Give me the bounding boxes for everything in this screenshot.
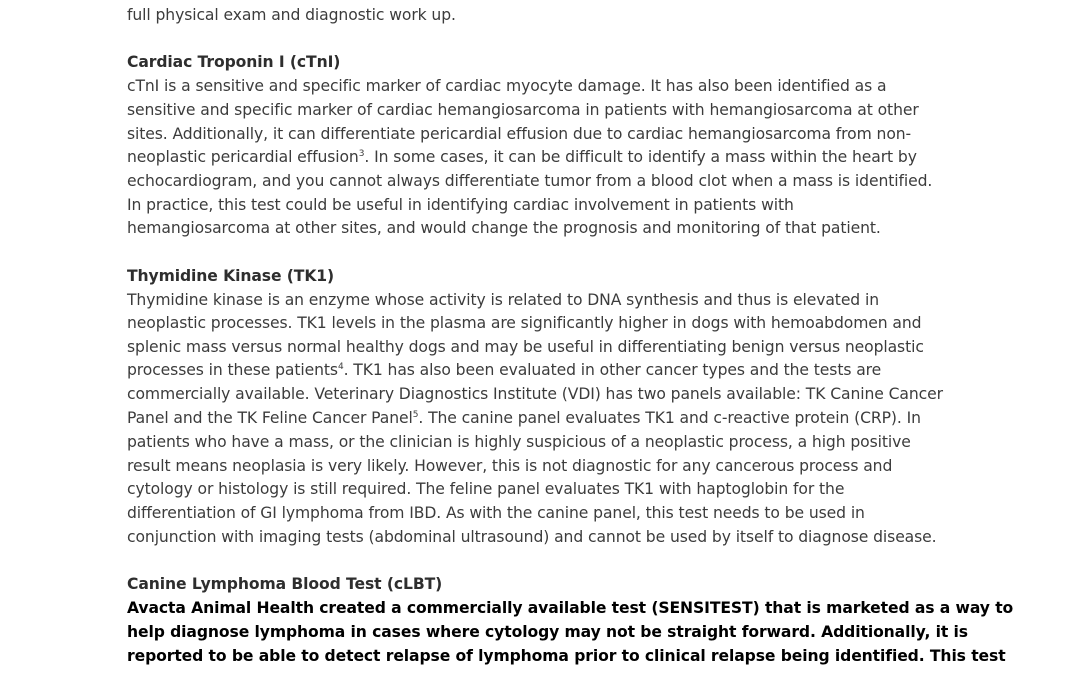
- citation-superscript: 4: [337, 361, 344, 372]
- text-span: processes in these patients: [127, 361, 338, 379]
- paragraph-line: Thymidine kinase is an enzyme whose activity is related to DNA synthesis and thus is elevated in: [127, 291, 879, 309]
- text-span: . TK1 has also been evaluated in other cancer types and the tests are: [343, 361, 882, 379]
- paragraph-line: [127, 360, 881, 380]
- paragraph-line: differentiation of GI lymphoma from IBD. As with the canine panel, this test needs to be used in: [127, 504, 865, 522]
- section-heading-tk1: Thymidine Kinase (TK1): [127, 267, 335, 285]
- citation-superscript: 3: [358, 148, 365, 159]
- paragraph-line: sensitive and specific marker of cardiac hemangiosarcoma in patients with hemangiosarcoma at other: [127, 101, 919, 119]
- text-span: Panel and the TK Feline Cancer Panel: [127, 409, 413, 427]
- paragraph-line: In practice, this test could be useful in identifying cardiac involvement in patients with: [127, 196, 794, 214]
- section-heading-ctni: Cardiac Troponin I (cTnI): [127, 53, 341, 71]
- paragraph-line: sites. Additionally, it can differentiate pericardial effusion due to cardiac hemangiosarcoma from non-: [127, 125, 912, 143]
- paragraph-line: echocardiogram, and you cannot always differentiate tumor from a blood clot when a mass is identified.: [127, 172, 933, 190]
- paragraph-line: [127, 147, 917, 167]
- paragraph-line: cytology or histology is still required. The feline panel evaluates TK1 with haptoglobin for the: [127, 480, 845, 498]
- paragraph-line: hemangiosarcoma at other sites, and would change the prognosis and monitoring of that patient.: [127, 219, 881, 237]
- text-span: . In some cases, it can be difficult to identify a mass within the heart by: [364, 148, 917, 166]
- intro-tail: full physical exam and diagnostic work up.: [127, 6, 456, 24]
- paragraph-line: [127, 408, 921, 428]
- text-span: . The canine panel evaluates TK1 and c-reactive protein (CRP). In: [418, 409, 921, 427]
- text-span: neoplastic pericardial effusion: [127, 148, 359, 166]
- paragraph-line: help diagnose lymphoma in cases where cytology may not be straight forward. Additionally, it is: [127, 623, 968, 641]
- paragraph-line: conjunction with imaging tests (abdominal ultrasound) and cannot be used by itself to diagnose disease.: [127, 528, 937, 546]
- paragraph-line: patients who have a mass, or the clinician is highly suspicious of a neoplastic process, a high positive: [127, 433, 911, 451]
- paragraph-line: Avacta Animal Health created a commercially available test (SENSITEST) that is marketed as a way to: [127, 599, 1014, 617]
- paragraph-line: reported to be able to detect relapse of lymphoma prior to clinical relapse being identified. This test: [127, 647, 1006, 665]
- paragraph-line: cTnI is a sensitive and specific marker of cardiac myocyte damage. It has also been identified as a: [127, 77, 887, 95]
- paragraph-line: result means neoplasia is very likely. However, this is not diagnostic for any cancerous process and: [127, 457, 893, 475]
- paragraph-line: splenic mass versus normal healthy dogs and may be useful in differentiating benign versus neoplastic: [127, 338, 924, 356]
- section-heading-clbt: Canine Lymphoma Blood Test (cLBT): [127, 575, 443, 593]
- citation-superscript: 5: [412, 409, 419, 420]
- paragraph-line: commercially available. Veterinary Diagnostics Institute (VDI) has two panels available: TK Canine Cancer: [127, 385, 943, 403]
- paragraph-line: neoplastic processes. TK1 levels in the plasma are significantly higher in dogs with hemoabdomen and: [127, 314, 922, 332]
